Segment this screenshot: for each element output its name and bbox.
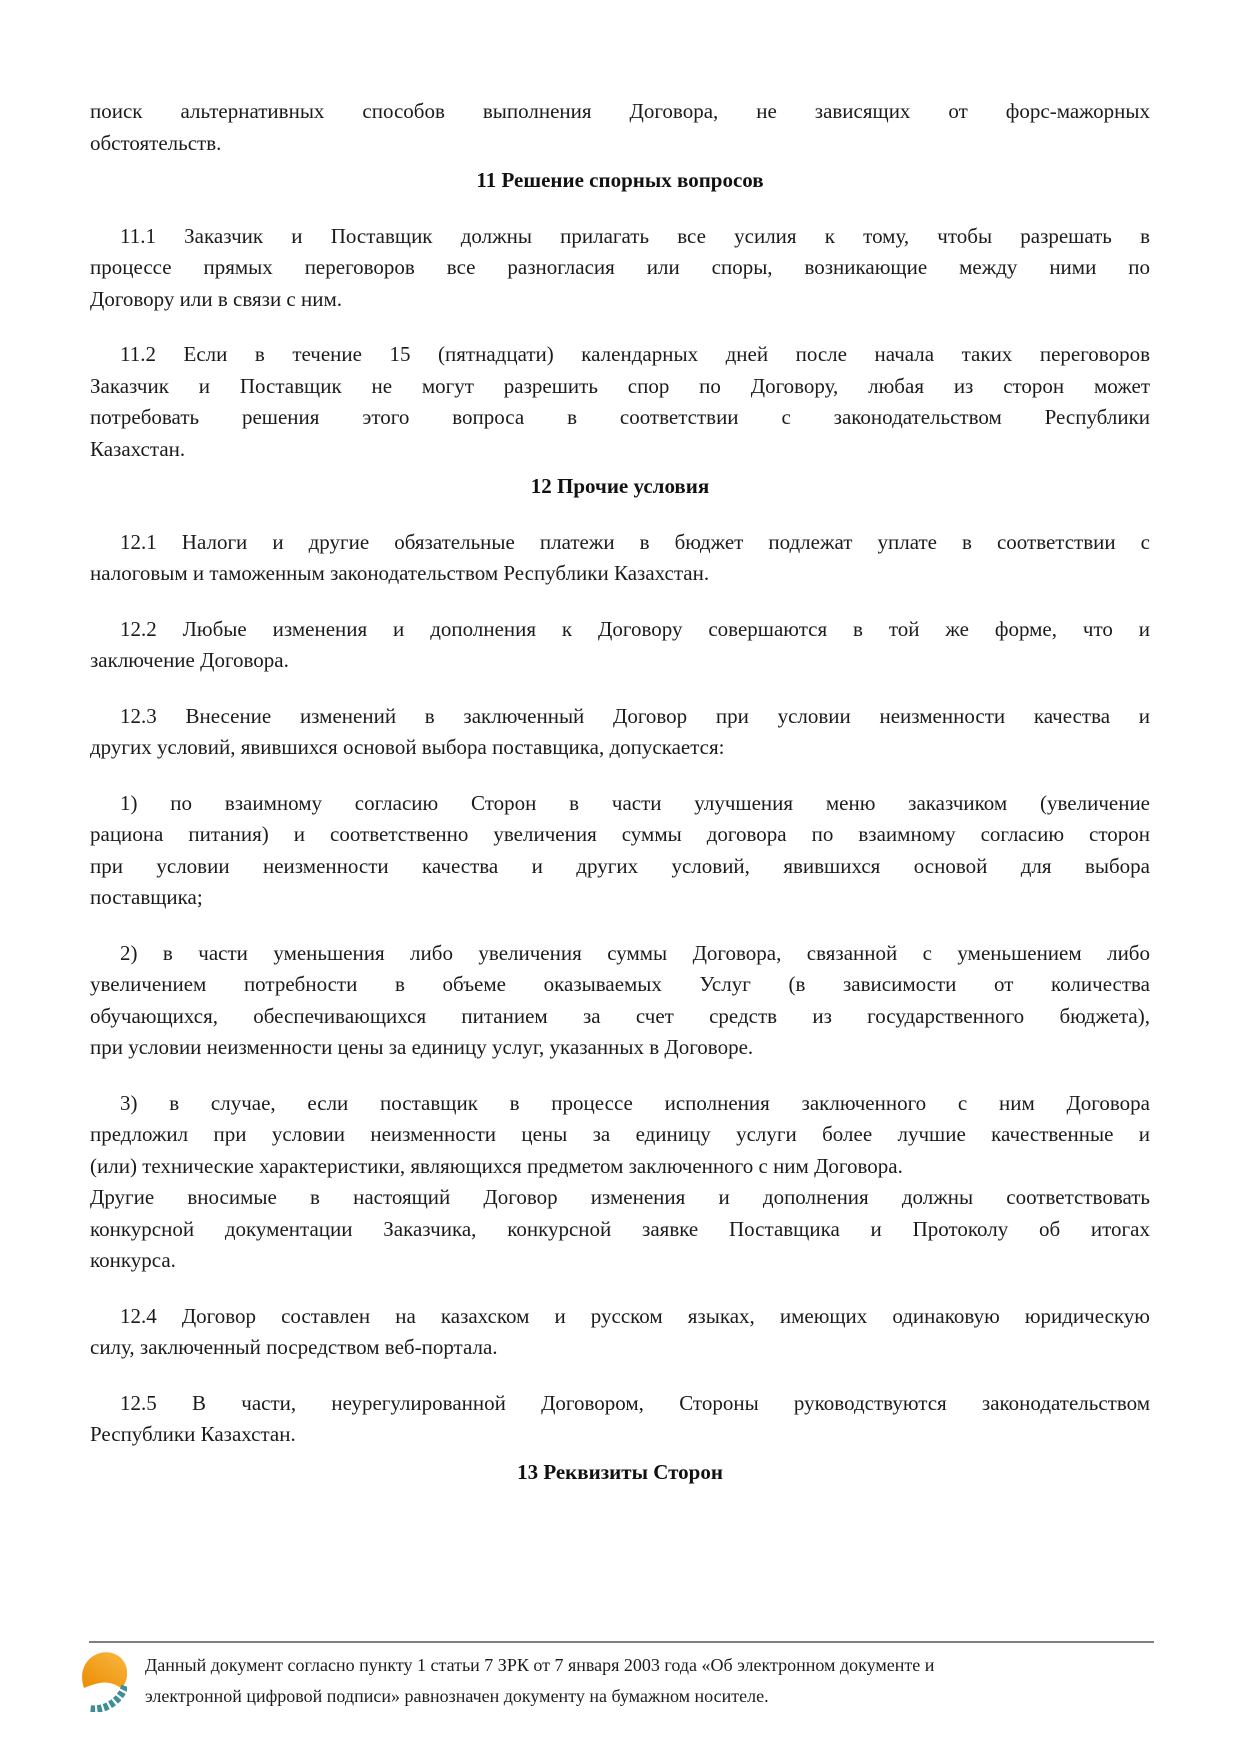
text-line: 12.4 Договор составлен на казахском и русском языках, имеющих одинаковую юридическую <box>120 1303 1150 1328</box>
document-body <box>90 96 1150 1488</box>
text-line: при условии неизменности качества и других условий, явившихся основой для выбора <box>90 853 1150 878</box>
text-line: 12.1 Налоги и другие обязательные платежи в бюджет подлежат уплате в соответствии с <box>120 529 1150 554</box>
paragraph-11-2 <box>90 339 1150 465</box>
text-line: силу, заключенный посредством веб-портала. <box>90 1335 498 1359</box>
text-line: увеличением потребности в объеме оказываемых Услуг (в зависимости от количества <box>90 972 1150 996</box>
text-line: других условий, явившихся основой выбора поставщика, допускается: <box>90 735 725 759</box>
paragraph-12-2 <box>90 614 1150 677</box>
footer-divider <box>89 1641 1154 1643</box>
text-line: потребовать решения этого вопроса в соответствии с законодательством Республики <box>90 405 1150 429</box>
text-line: обстоятельств. <box>90 130 222 155</box>
text-line: 12.3 Внесение изменений в заключенный Договор при условии неизменности качества и <box>120 703 1150 728</box>
list-item-2 <box>90 938 1150 1064</box>
paragraph-12-5 <box>90 1388 1150 1451</box>
paragraph-12-3 <box>90 701 1150 764</box>
list-item-1 <box>90 788 1150 914</box>
text-line: поиск альтернативных способов выполнения Договора, не зависящих от форс-мажорных <box>90 99 1150 123</box>
text-line: 12.5 В части, неурегулированной Договором, Стороны руководствуются законодательством <box>120 1390 1150 1415</box>
intro-paragraph <box>90 96 1150 159</box>
footer-note <box>145 1650 1155 1712</box>
paragraph-12-1 <box>90 527 1150 590</box>
text-line: (или) технические характеристики, являющихся предметом заключенного с ним Договора. <box>90 1153 903 1178</box>
amendments-note-paragraph <box>90 1182 1150 1277</box>
text-line: 3) в случае, если поставщик в процессе исполнения заключенного с ним Договора <box>120 1090 1150 1115</box>
text-line: рациона питания) и соответственно увеличения суммы договора по взаимному согласию сторон <box>90 822 1150 846</box>
text-line: предложил при условии неизменности цены за единицу услуги более лучшие качественные и <box>90 1122 1150 1146</box>
text-line: Другие вносимые в настоящий Договор изменения и дополнения должны соответствовать <box>90 1185 1150 1209</box>
paragraph-11-1 <box>90 221 1150 316</box>
text-line: при условии неизменности цены за единицу услуг, указанных в Договоре. <box>90 1035 754 1059</box>
text-line: Заказчик и Поставщик не могут разрешить спор по Договору, любая из сторон может <box>90 373 1150 398</box>
stamp-sun-shape <box>82 1652 127 1688</box>
text-line: Данный документ согласно пункту 1 статьи 7 ЗРК от 7 января 2003 года «Об электронном документе и <box>145 1655 935 1675</box>
text-line: Договору или в связи с ним. <box>90 286 343 311</box>
section-11-heading: 11 Решение спорных вопросов <box>476 168 764 192</box>
text-line: обучающихся, обеспечивающихся питанием за счет средств из государственного бюджета), <box>90 1003 1150 1028</box>
paragraph-12-4 <box>90 1301 1150 1364</box>
text-line: 12.2 Любые изменения и дополнения к Договору совершаются в той же форме, что и <box>120 616 1150 641</box>
text-line: Казахстан. <box>90 436 186 461</box>
text-line: налоговым и таможенным законодательством Республики Казахстан. <box>90 561 710 585</box>
text-line: 1) по взаимному согласию Сторон в части улучшения меню заказчиком (увеличение <box>120 790 1150 815</box>
stamp-curved-text <box>90 1686 125 1709</box>
text-line: поставщика; <box>90 885 203 909</box>
text-line: конкурса. <box>90 1248 176 1272</box>
text-line: конкурсной документации Заказчика, конкурсной заявке Поставщика и Протоколу об итогах <box>90 1216 1150 1241</box>
section-13-heading: 13 Реквизиты Сторон <box>517 1459 723 1484</box>
section-12-heading: 12 Прочие условия <box>530 474 710 498</box>
text-line: электронной цифровой подписи» равнозначен документу на бумажном носителе. <box>145 1686 769 1706</box>
text-line: заключение Договора. <box>90 648 289 672</box>
text-line: 2) в части уменьшения либо увеличения суммы Договора, связанной с уменьшением либо <box>120 940 1150 965</box>
text-line: Республики Казахстан. <box>90 1422 296 1446</box>
text-line: 11.1 Заказчик и Поставщик должны прилагать все усилия к тому, чтобы разрешать в <box>120 223 1150 248</box>
text-line: процессе прямых переговоров все разногласия или споры, возникающие между ними по <box>90 255 1150 279</box>
text-line: 11.2 Если в течение 15 (пятнадцати) календарных дней после начала таких переговоров <box>120 342 1150 366</box>
list-item-3 <box>90 1088 1150 1183</box>
egov-stamp-icon <box>80 1650 127 1712</box>
